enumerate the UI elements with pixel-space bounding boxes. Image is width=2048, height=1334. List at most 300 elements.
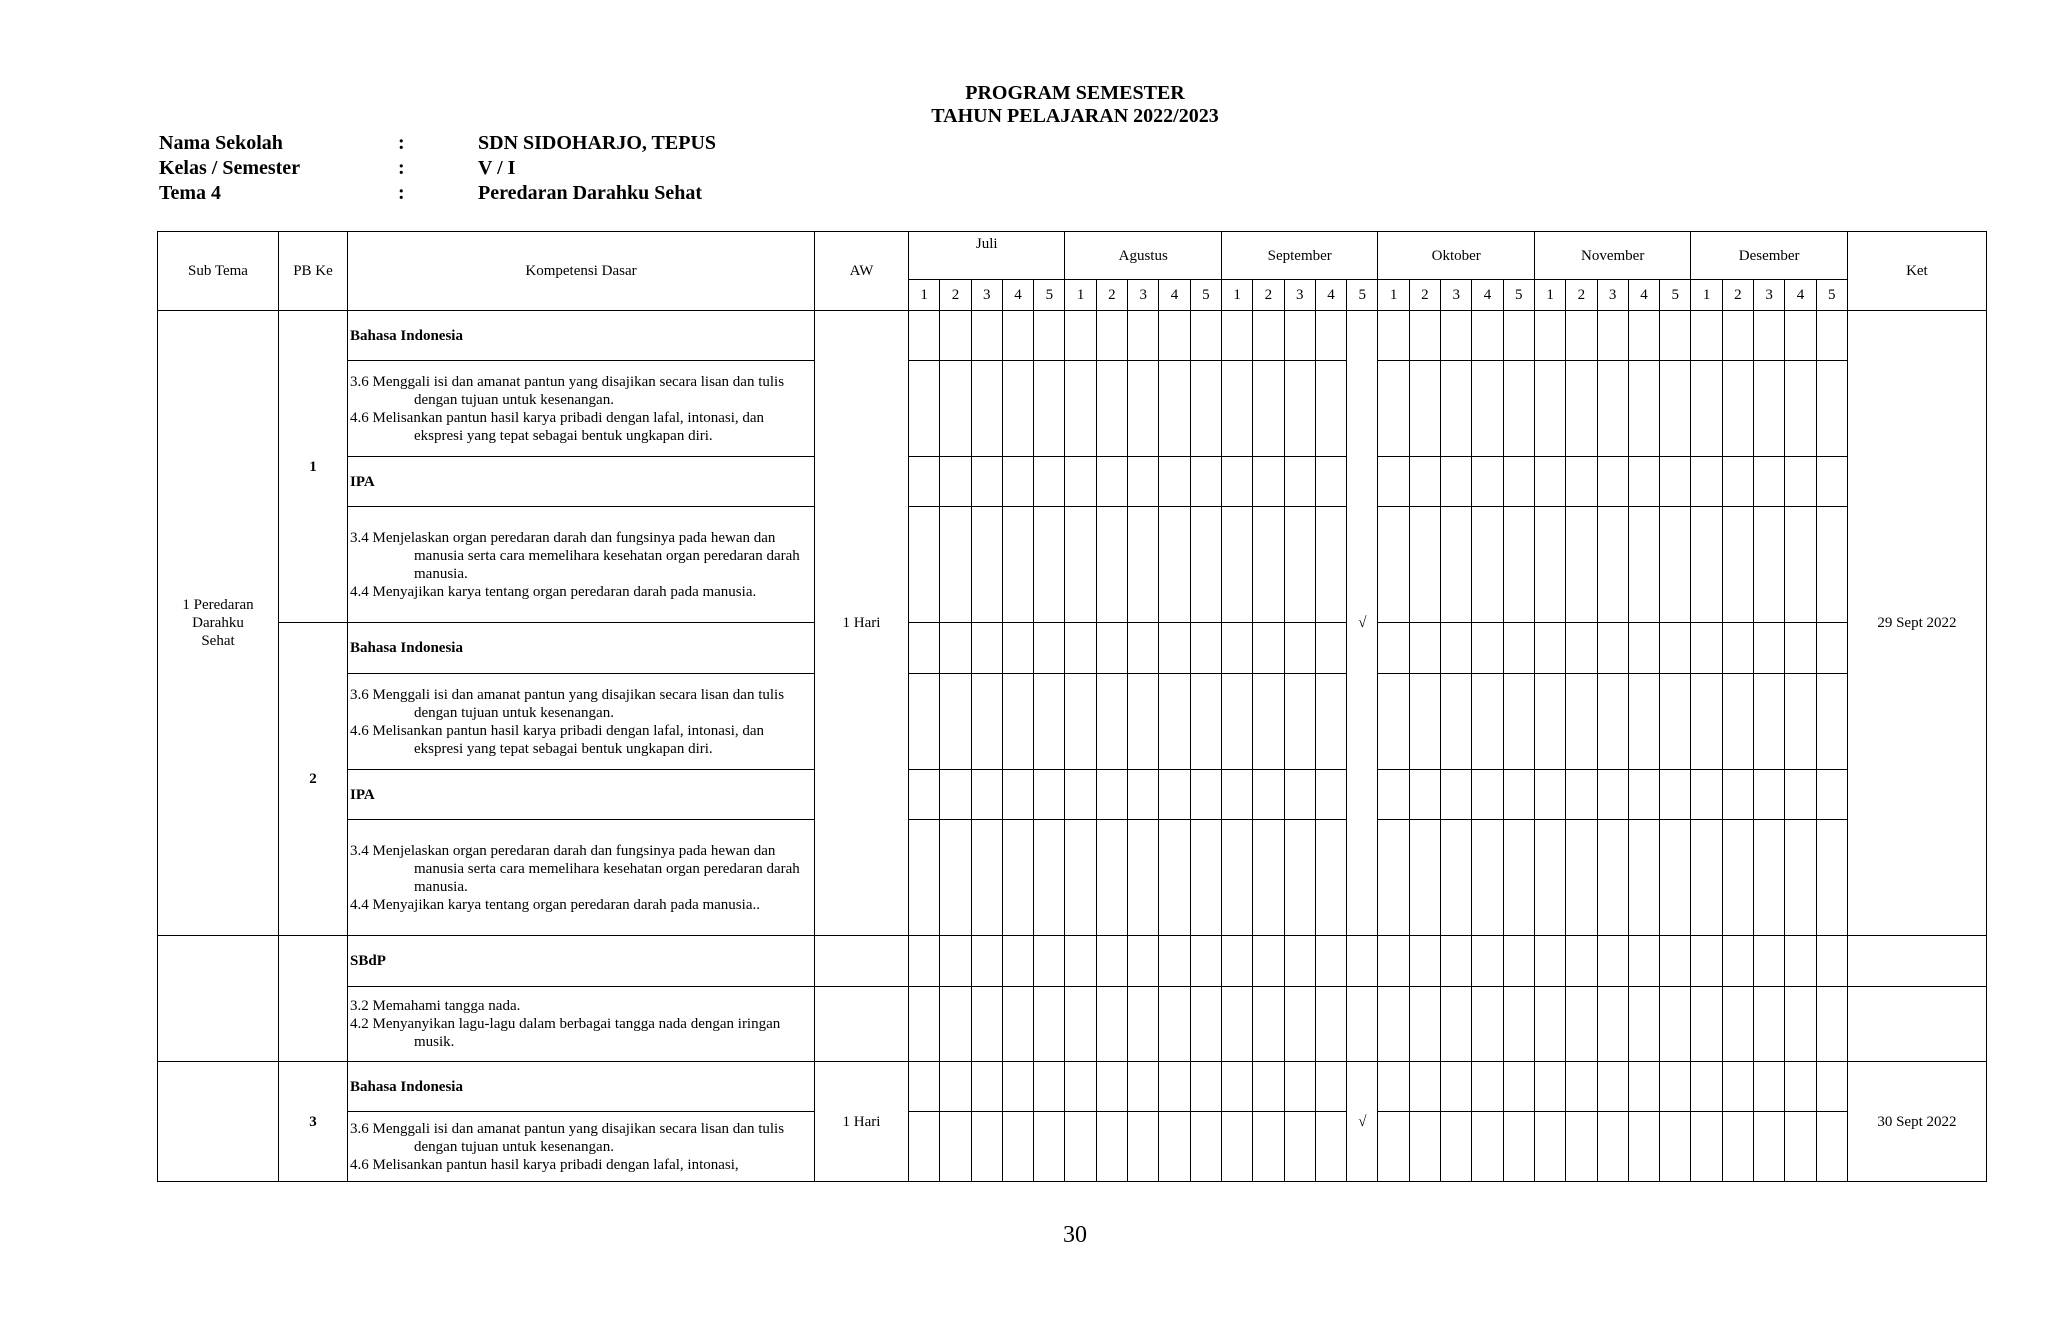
schedule-cell: [1597, 457, 1628, 507]
schedule-cell: [1034, 1112, 1065, 1182]
schedule-cell: [1065, 936, 1096, 987]
header-week: 1: [909, 280, 940, 311]
schedule-cell: [940, 820, 971, 936]
aw-cell: 1 Hari: [815, 311, 909, 936]
schedule-cell: [1597, 623, 1628, 674]
info-colon: :: [398, 157, 405, 179]
schedule-cell: [1096, 987, 1127, 1062]
schedule-cell: [1503, 770, 1534, 820]
schedule-cell: [1034, 623, 1065, 674]
schedule-cell: [1785, 987, 1816, 1062]
pb-number: 1: [279, 311, 348, 623]
schedule-cell: [1566, 1112, 1597, 1182]
schedule-cell: [1754, 361, 1785, 457]
schedule-cell: [940, 1112, 971, 1182]
schedule-cell: [1441, 311, 1472, 361]
schedule-cell: [1691, 623, 1722, 674]
schedule-cell: [1660, 457, 1691, 507]
schedule-cell: [1816, 674, 1847, 770]
table-row: [158, 987, 1987, 1062]
schedule-cell: [1378, 623, 1409, 674]
schedule-cell: [1785, 1062, 1816, 1112]
schedule-cell: [1159, 361, 1190, 457]
schedule-cell: [1566, 457, 1597, 507]
schedule-cell: [1034, 1062, 1065, 1112]
schedule-cell: [1816, 361, 1847, 457]
schedule-cell: [1065, 507, 1096, 623]
header-week: 1: [1691, 280, 1722, 311]
schedule-cell: [1566, 1062, 1597, 1112]
schedule-cell: [1409, 987, 1440, 1062]
schedule-cell: [1002, 987, 1033, 1062]
header-week: 4: [1002, 280, 1033, 311]
schedule-cell: [1002, 1062, 1033, 1112]
schedule-cell: [1284, 674, 1315, 770]
schedule-cell: [971, 674, 1002, 770]
header-week: 3: [1754, 280, 1785, 311]
ket-cell-empty: [1847, 987, 1986, 1062]
header-week: 1: [1221, 280, 1252, 311]
schedule-cell: [1660, 1062, 1691, 1112]
subject-heading: SBdP: [348, 936, 815, 987]
schedule-cell: [971, 1062, 1002, 1112]
schedule-cell: [1284, 507, 1315, 623]
schedule-cell: [1660, 770, 1691, 820]
schedule-cell: [1065, 1112, 1096, 1182]
schedule-cell: [1785, 457, 1816, 507]
schedule-cell: [1628, 987, 1659, 1062]
competency-item: 4.6 Melisankan pantun hasil karya pribadi dengan lafal, intonasi, dan ekspresi yang tepat sebagai bentuk ungkapan diri.: [350, 722, 765, 757]
schedule-cell: [1566, 987, 1597, 1062]
competency-cell: [348, 674, 815, 770]
schedule-cell: [1159, 770, 1190, 820]
header-week: 2: [1566, 280, 1597, 311]
schedule-cell: [1315, 361, 1346, 457]
schedule-cell: [1315, 623, 1346, 674]
schedule-cell: [1691, 820, 1722, 936]
schedule-cell: [1159, 623, 1190, 674]
schedule-cell: [1441, 674, 1472, 770]
schedule-cell: [971, 1112, 1002, 1182]
schedule-cell: [1722, 457, 1753, 507]
schedule-cell: [1628, 361, 1659, 457]
schedule-cell: [1253, 820, 1284, 936]
schedule-cell: [1409, 1112, 1440, 1182]
info-label: Nama Sekolah: [159, 132, 283, 154]
schedule-cell: [1660, 674, 1691, 770]
header-week: 4: [1628, 280, 1659, 311]
schedule-cell: [1315, 770, 1346, 820]
schedule-cell: [1284, 361, 1315, 457]
schedule-cell: [1534, 623, 1565, 674]
schedule-cell: [1284, 311, 1315, 361]
competency-item: 4.4 Menyajikan karya tentang organ peredaran darah pada manusia.: [350, 583, 757, 600]
schedule-cell: [940, 987, 971, 1062]
schedule-cell: [1128, 820, 1159, 936]
schedule-cell: [940, 361, 971, 457]
schedule-cell: [909, 623, 940, 674]
schedule-cell: [1190, 936, 1221, 987]
schedule-cell: [1378, 457, 1409, 507]
header-ket: Ket: [1847, 232, 1986, 311]
competency-item: 3.2 Memahami tangga nada.: [350, 998, 521, 1014]
subject-heading: IPA: [348, 457, 815, 507]
info-value: Peredaran Darahku Sehat: [478, 182, 703, 204]
schedule-cell: [1409, 1062, 1440, 1112]
header-week: 3: [1284, 280, 1315, 311]
schedule-cell: [1159, 457, 1190, 507]
schedule-cell: [1441, 1062, 1472, 1112]
info-colon: :: [398, 132, 405, 154]
schedule-cell: [1315, 936, 1346, 987]
schedule-cell: [1597, 1062, 1628, 1112]
schedule-cell: [1534, 820, 1565, 936]
schedule-cell: [1628, 507, 1659, 623]
info-row-theme: [159, 182, 859, 207]
page-number: 30: [1063, 1222, 1087, 1248]
schedule-cell: [1597, 820, 1628, 936]
schedule-cell: [971, 820, 1002, 936]
schedule-cell: [1034, 507, 1065, 623]
schedule-cell: [1566, 623, 1597, 674]
schedule-cell: [1816, 507, 1847, 623]
schedule-cell: [1221, 987, 1252, 1062]
schedule-cell: [1441, 987, 1472, 1062]
schedule-cell: [909, 674, 940, 770]
header-sub-tema: Sub Tema: [158, 232, 279, 311]
header-aw: AW: [815, 232, 909, 311]
schedule-cell: [1190, 311, 1221, 361]
schedule-cell: [1628, 674, 1659, 770]
schedule-cell: [1722, 820, 1753, 936]
schedule-cell: [1253, 987, 1284, 1062]
schedule-cell: [1566, 936, 1597, 987]
schedule-cell: [1409, 936, 1440, 987]
schedule-cell: [1253, 507, 1284, 623]
schedule-cell: [1159, 1112, 1190, 1182]
schedule-cell: [1566, 361, 1597, 457]
schedule-cell: [940, 507, 971, 623]
schedule-cell: [1785, 936, 1816, 987]
schedule-cell: [1691, 1112, 1722, 1182]
schedule-cell: [1785, 770, 1816, 820]
schedule-cell: [971, 770, 1002, 820]
header-week: 2: [1409, 280, 1440, 311]
schedule-cell: [909, 311, 940, 361]
schedule-cell: [1159, 311, 1190, 361]
schedule-cell: [1597, 987, 1628, 1062]
header-week: 5: [1503, 280, 1534, 311]
schedule-cell: [1002, 1112, 1033, 1182]
schedule-cell: [1253, 770, 1284, 820]
schedule-cell: [1785, 1112, 1816, 1182]
schedule-cell: [1534, 507, 1565, 623]
schedule-cell: [1221, 770, 1252, 820]
schedule-cell: [1190, 507, 1221, 623]
info-row-class: [159, 157, 859, 182]
pb-number: 3: [279, 1062, 348, 1182]
schedule-cell: [1722, 987, 1753, 1062]
competency-item: 4.6 Melisankan pantun hasil karya pribadi dengan lafal, intonasi,: [350, 1156, 739, 1173]
schedule-cell: [1628, 457, 1659, 507]
schedule-check: √: [1347, 1062, 1378, 1182]
schedule-cell: [1722, 507, 1753, 623]
subject-heading: IPA: [348, 770, 815, 820]
schedule-cell: [1628, 311, 1659, 361]
schedule-cell: [1065, 770, 1096, 820]
schedule-cell: [1534, 987, 1565, 1062]
schedule-cell: [909, 1112, 940, 1182]
schedule-cell: [1253, 361, 1284, 457]
schedule-cell: [1503, 936, 1534, 987]
schedule-cell: [1597, 311, 1628, 361]
schedule-cell: [1065, 311, 1096, 361]
schedule-cell: [1159, 1062, 1190, 1112]
info-value: V / I: [478, 157, 516, 179]
schedule-cell: [1159, 507, 1190, 623]
schedule-cell: [1284, 936, 1315, 987]
sub-tema-cell-empty: [158, 936, 279, 1062]
schedule-cell: [1722, 623, 1753, 674]
ket-cell: 29 Sept 2022: [1847, 311, 1986, 936]
header-week: 5: [1190, 280, 1221, 311]
competency-item: 4.4 Menyajikan karya tentang organ peredaran darah pada manusia..: [350, 896, 760, 913]
header-week: 4: [1472, 280, 1503, 311]
header-month: Juli: [909, 232, 1065, 280]
schedule-cell: [909, 457, 940, 507]
schedule-cell: [1722, 770, 1753, 820]
schedule-cell: [1503, 987, 1534, 1062]
schedule-cell: [909, 1062, 940, 1112]
schedule-cell: [1159, 674, 1190, 770]
schedule-cell: [1128, 770, 1159, 820]
schedule-cell: [1378, 311, 1409, 361]
table-row: [158, 936, 1987, 987]
header-week: 2: [1096, 280, 1127, 311]
schedule-cell: [1128, 674, 1159, 770]
schedule-cell: [1691, 936, 1722, 987]
schedule-cell: [1441, 623, 1472, 674]
schedule-cell: [1503, 1112, 1534, 1182]
schedule-cell: [1534, 1112, 1565, 1182]
table-row: [158, 457, 1987, 507]
schedule-cell: [1409, 507, 1440, 623]
schedule-cell: [1002, 623, 1033, 674]
schedule-cell: [1065, 1062, 1096, 1112]
schedule-cell: [1002, 674, 1033, 770]
schedule-cell: [1159, 987, 1190, 1062]
schedule-cell: [1503, 361, 1534, 457]
schedule-cell: [1065, 361, 1096, 457]
schedule-cell: [1472, 1062, 1503, 1112]
schedule-cell: [1785, 507, 1816, 623]
schedule-cell: [1065, 820, 1096, 936]
schedule-cell: [1409, 361, 1440, 457]
competency-item: 3.6 Menggali isi dan amanat pantun yang disajikan secara lisan dan tulis dengan tujuan untuk kesenangan.: [350, 1120, 785, 1155]
schedule-cell: [1096, 1062, 1127, 1112]
schedule-cell: [1691, 457, 1722, 507]
schedule-cell: [1816, 623, 1847, 674]
schedule-cell: [1691, 674, 1722, 770]
schedule-cell: [1754, 674, 1785, 770]
semester-program-table: [157, 231, 1987, 1182]
schedule-cell: [1754, 1112, 1785, 1182]
schedule-cell: [940, 936, 971, 987]
schedule-cell: [1315, 1062, 1346, 1112]
schedule-cell: [1816, 1112, 1847, 1182]
schedule-cell: [1409, 457, 1440, 507]
schedule-cell: [1221, 311, 1252, 361]
schedule-cell: [1002, 457, 1033, 507]
schedule-cell: [1284, 987, 1315, 1062]
school-info: [159, 132, 859, 207]
schedule-cell: [1096, 770, 1127, 820]
schedule-cell: [1190, 820, 1221, 936]
schedule-cell: [1597, 1112, 1628, 1182]
schedule-cell: [1660, 623, 1691, 674]
info-label: Tema 4: [159, 182, 222, 204]
schedule-cell: [1159, 820, 1190, 936]
schedule-cell: [1472, 820, 1503, 936]
schedule-cell: [1128, 936, 1159, 987]
header-week: 3: [1441, 280, 1472, 311]
schedule-cell: [1409, 770, 1440, 820]
schedule-cell: [1816, 820, 1847, 936]
schedule-cell: [1660, 987, 1691, 1062]
schedule-cell: [1378, 770, 1409, 820]
schedule-cell: [1691, 770, 1722, 820]
schedule-cell: [1628, 623, 1659, 674]
schedule-cell: [1660, 311, 1691, 361]
schedule-cell: [1065, 987, 1096, 1062]
schedule-cell: [1691, 987, 1722, 1062]
header-month: November: [1534, 232, 1690, 280]
schedule-cell: [1472, 623, 1503, 674]
info-colon: :: [398, 182, 405, 204]
schedule-cell: [1472, 361, 1503, 457]
schedule-cell: [1315, 987, 1346, 1062]
schedule-cell: [1722, 1112, 1753, 1182]
schedule-cell: [1221, 507, 1252, 623]
schedule-cell: [1096, 1112, 1127, 1182]
schedule-cell: [1284, 770, 1315, 820]
header-week: 1: [1378, 280, 1409, 311]
table-row: [158, 507, 1987, 623]
schedule-cell: [1315, 311, 1346, 361]
pb-cell-empty: [279, 936, 348, 1062]
competency-cell: [348, 987, 815, 1062]
header-week: 2: [1722, 280, 1753, 311]
schedule-cell: [1628, 936, 1659, 987]
schedule-cell: [1785, 674, 1816, 770]
schedule-cell: [1691, 507, 1722, 623]
header-week: 5: [1347, 280, 1378, 311]
schedule-cell: [1190, 1062, 1221, 1112]
schedule-cell: [1754, 623, 1785, 674]
sub-tema-cell: [158, 311, 279, 936]
schedule-cell: [1472, 457, 1503, 507]
schedule-cell: [1378, 1062, 1409, 1112]
header-week: 2: [940, 280, 971, 311]
schedule-cell: [1065, 457, 1096, 507]
schedule-cell: [1441, 1112, 1472, 1182]
schedule-cell: [1190, 1112, 1221, 1182]
schedule-cell: [1034, 936, 1065, 987]
schedule-cell: [1409, 674, 1440, 770]
schedule-cell: [1221, 820, 1252, 936]
schedule-cell: [1441, 936, 1472, 987]
schedule-cell: [1034, 770, 1065, 820]
table-row: [158, 1112, 1987, 1182]
schedule-cell: [1503, 674, 1534, 770]
schedule-cell: [1128, 311, 1159, 361]
schedule-cell: [1754, 507, 1785, 623]
schedule-cell: [1660, 361, 1691, 457]
competency-item: 4.2 Menyanyikan lagu-lagu dalam berbagai tangga nada dengan iringan musik.: [350, 1016, 781, 1050]
schedule-cell: [1566, 311, 1597, 361]
schedule-cell: [940, 457, 971, 507]
schedule-cell: [1221, 1062, 1252, 1112]
pb-number: 2: [279, 623, 348, 936]
schedule-cell: [1002, 820, 1033, 936]
schedule-cell: [1503, 457, 1534, 507]
schedule-cell: [1378, 1112, 1409, 1182]
schedule-cell: [1472, 507, 1503, 623]
schedule-cell: [1691, 361, 1722, 457]
sub-tema-label: 1 Peredaran Darahku Sehat: [182, 597, 254, 649]
schedule-cell: [1190, 674, 1221, 770]
competency-cell: [348, 507, 815, 623]
schedule-cell: [1785, 311, 1816, 361]
schedule-cell: [1221, 674, 1252, 770]
schedule-cell: [1284, 457, 1315, 507]
schedule-cell: [1534, 361, 1565, 457]
schedule-cell: [1472, 936, 1503, 987]
header-month: September: [1221, 232, 1377, 280]
schedule-cell: [1159, 936, 1190, 987]
schedule-cell: [1378, 987, 1409, 1062]
header-week: 4: [1785, 280, 1816, 311]
schedule-cell: [1253, 457, 1284, 507]
schedule-cell: [1034, 987, 1065, 1062]
schedule-cell: [1002, 770, 1033, 820]
schedule-cell: [909, 507, 940, 623]
schedule-cell: [1378, 507, 1409, 623]
schedule-cell: [1034, 674, 1065, 770]
schedule-cell: [1441, 507, 1472, 623]
schedule-cell: [1754, 457, 1785, 507]
document-subtitle: TAHUN PELAJARAN 2022/2023: [931, 105, 1219, 127]
table-row: [158, 311, 1987, 361]
info-label: Kelas / Semester: [159, 157, 301, 179]
schedule-cell: [1315, 457, 1346, 507]
header-week: 5: [1660, 280, 1691, 311]
schedule-cell: [1566, 674, 1597, 770]
schedule-cell: [1347, 987, 1378, 1062]
schedule-cell: [1128, 623, 1159, 674]
schedule-cell: [1253, 674, 1284, 770]
header-pb-ke: PB Ke: [279, 232, 348, 311]
aw-cell: 1 Hari: [815, 1062, 909, 1182]
table-row: [158, 820, 1987, 936]
schedule-cell: [1096, 457, 1127, 507]
schedule-cell: [1441, 361, 1472, 457]
header-week: 1: [1534, 280, 1565, 311]
schedule-cell: [971, 361, 1002, 457]
schedule-cell: [1378, 936, 1409, 987]
header-month: Oktober: [1378, 232, 1534, 280]
schedule-cell: [1628, 1062, 1659, 1112]
